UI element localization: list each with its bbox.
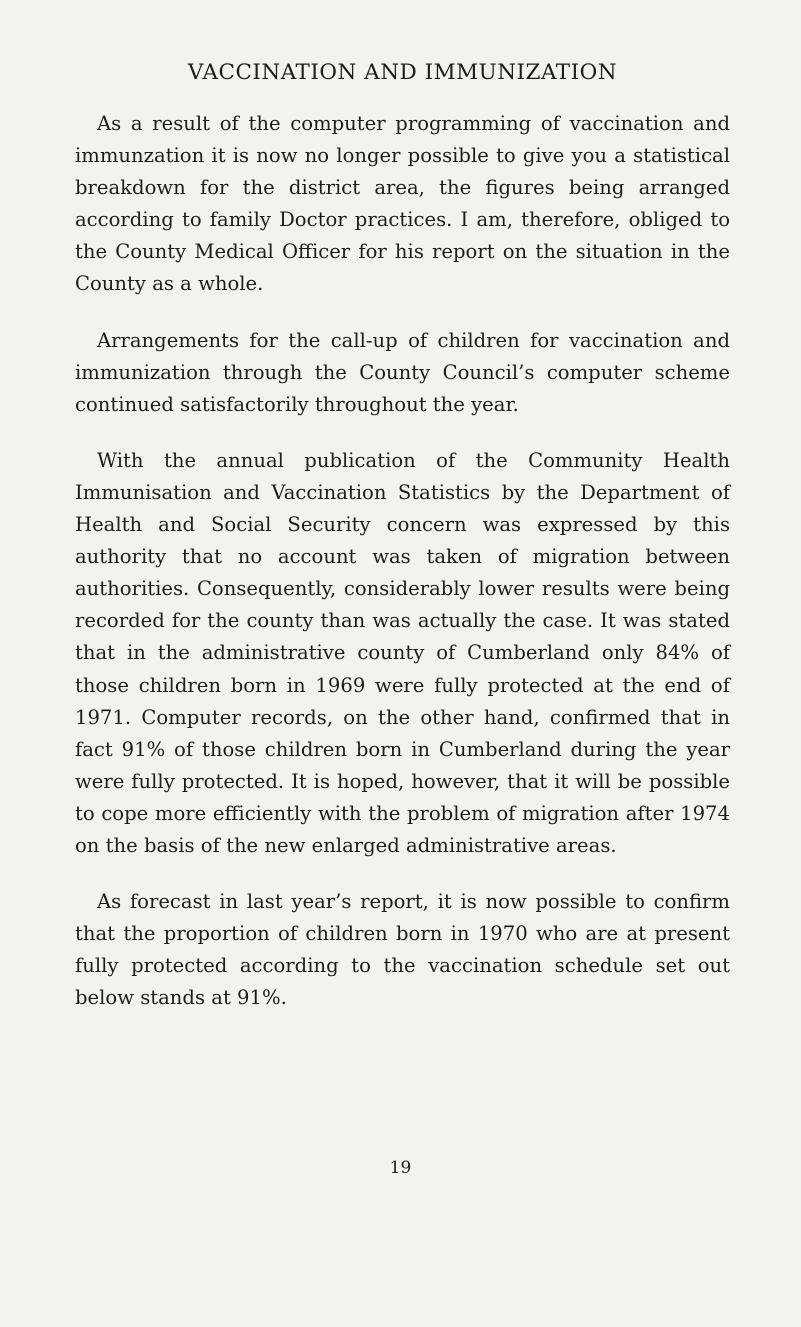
paragraph-3: With the annual publication of the Community Health Immunisation and Vaccination Statistics by the Department of Health and Social Security concern was expressed by this authority that no account was taken of migration between authorities. Consequently, considerably lower results were being recorded for the county than was actually the case. It was stated that in the administrative county of Cumberland only 84% of those children born in 1969 were fully protected at the end of 1971. Computer records, on the other hand, confirmed that in fact 91% of those children born in Cumberland during the year were fully protected. It is hoped, however, that it will be possible to cope more efficiently with the problem of migration after 1974 on the basis of the new enlarged administrative areas. bbox=[75, 448, 730, 857]
page-title: VACCINATION AND IMMUNIZATION bbox=[187, 60, 618, 85]
paragraph-2: Arrangements for the call-up of children for vaccination and immunization through the County Council’s computer scheme continued satisfactorily throughout the year. bbox=[75, 328, 730, 416]
paragraph-4: As forecast in last year’s report, it is now possible to confirm that the proportion of children born in 1970 who are at present fully protected according to the vaccination schedule set out below stands at 91%. bbox=[75, 890, 730, 1010]
page-number: 19 bbox=[389, 1158, 412, 1178]
document-page bbox=[75, 60, 730, 1038]
paragraph-1: As a result of the computer programming of vaccination and immunzation it is now no longer possible to give you a statistical breakdown for the district area, the figures being arranged according to family Doctor practices. I am, therefore, obliged to the County Medical Officer for his report on the situation in the County as a whole. bbox=[75, 112, 730, 296]
